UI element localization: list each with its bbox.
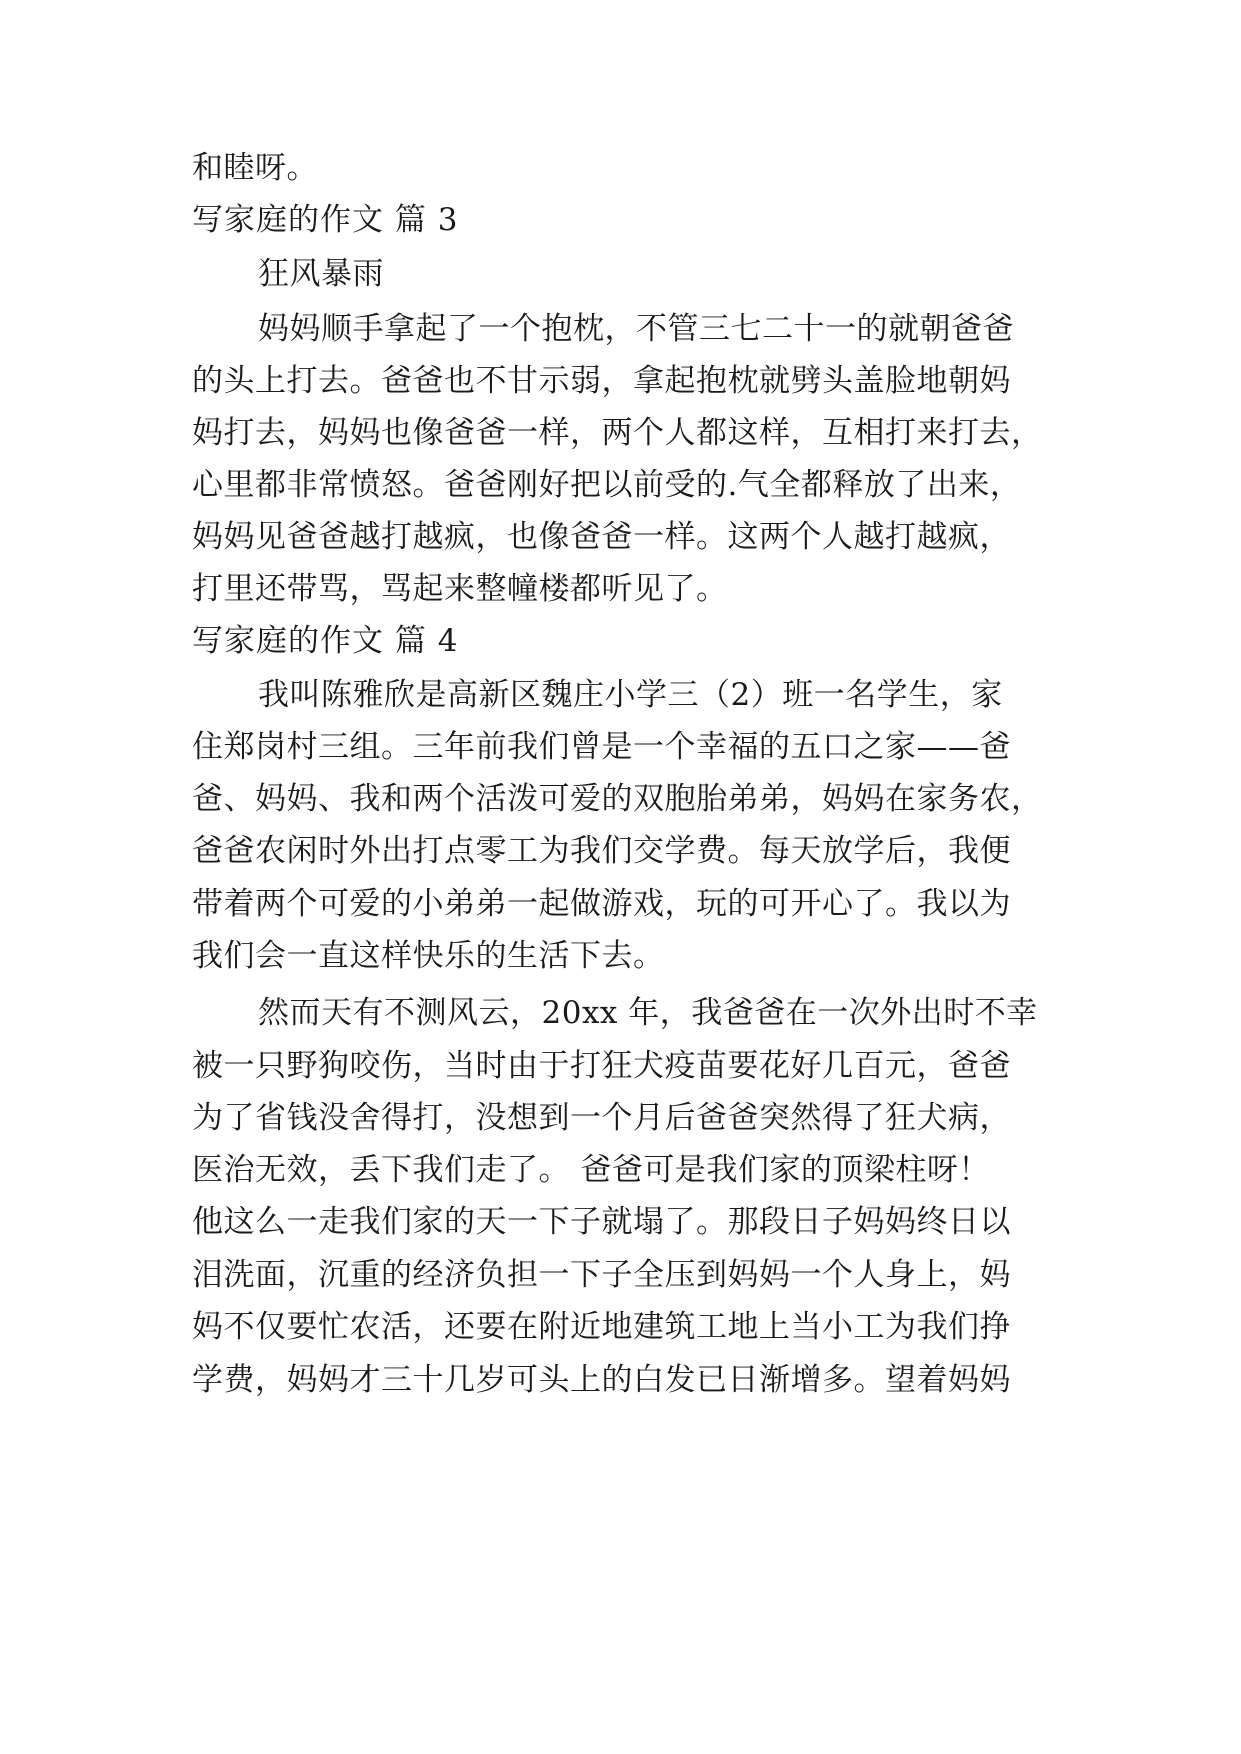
text-line: 住郑岗村三组。三年前我们曾是一个幸福的五口之家——爸 (192, 729, 1011, 765)
text-line: 妈妈顺手拿起了一个抱枕，不管三七二十一的就朝爸爸 (258, 311, 1014, 347)
text-line: 他这么一走我们家的天一下子就塌了。那段日子妈妈终日以 (192, 1204, 1011, 1240)
text-line: 心里都非常愤怒。爸爸刚好把以前受的.气全都释放了出来， (192, 467, 1022, 503)
text-line: 为了省钱没舍得打，没想到一个月后爸爸突然得了狂犬病， (192, 1100, 1011, 1136)
text-line: 爸、妈妈、我和两个活泼可爱的双胞胎弟弟，妈妈在家务农， (192, 781, 1043, 817)
text-line: 学费，妈妈才三十几岁可头上的白发已日渐增多。望着妈妈 (192, 1362, 1011, 1398)
text-line: 妈不仅要忙农活，还要在附近地建筑工地上当小工为我们挣 (192, 1309, 1011, 1345)
text-line: 爸爸农闲时外出打点零工为我们交学费。每天放学后，我便 (192, 833, 1011, 869)
text-line: 我叫陈雅欣是高新区魏庄小学三（2）班一名学生，家 (258, 677, 1003, 713)
text-line: 然而天有不测风云，20xx 年，我爸爸在一次外出时不幸 (258, 995, 1038, 1031)
text-line: 妈妈见爸爸越打越疯，也像爸爸一样。这两个人越打越疯， (192, 519, 1011, 555)
text-line: 泪洗面，沉重的经济负担一下子全压到妈妈一个人身上，妈 (192, 1257, 1011, 1293)
section-heading: 写家庭的作文 篇 3 (192, 202, 459, 238)
text-line: 医治无效，丢下我们走了。 爸爸可是我们家的顶梁柱呀！ (192, 1152, 990, 1188)
text-line: 妈打去，妈妈也像爸爸一样，两个人都这样，互相打来打去， (192, 415, 1043, 451)
text-line: 打里还带骂，骂起来整幢楼都听见了。 (192, 571, 728, 607)
text-line: 我们会一直这样快乐的生活下去。 (192, 938, 665, 974)
text-line: 被一只野狗咬伤，当时由于打狂犬疫苗要花好几百元，爸爸 (192, 1048, 1011, 1084)
text-line: 带着两个可爱的小弟弟一起做游戏，玩的可开心了。我以为 (192, 886, 1011, 922)
text-line: 和睦呀。 (192, 150, 318, 186)
subtitle: 狂风暴雨 (258, 256, 384, 292)
text-line: 的头上打去。爸爸也不甘示弱，拿起抱枕就劈头盖脸地朝妈 (192, 363, 1011, 399)
section-heading: 写家庭的作文 篇 4 (192, 623, 459, 659)
